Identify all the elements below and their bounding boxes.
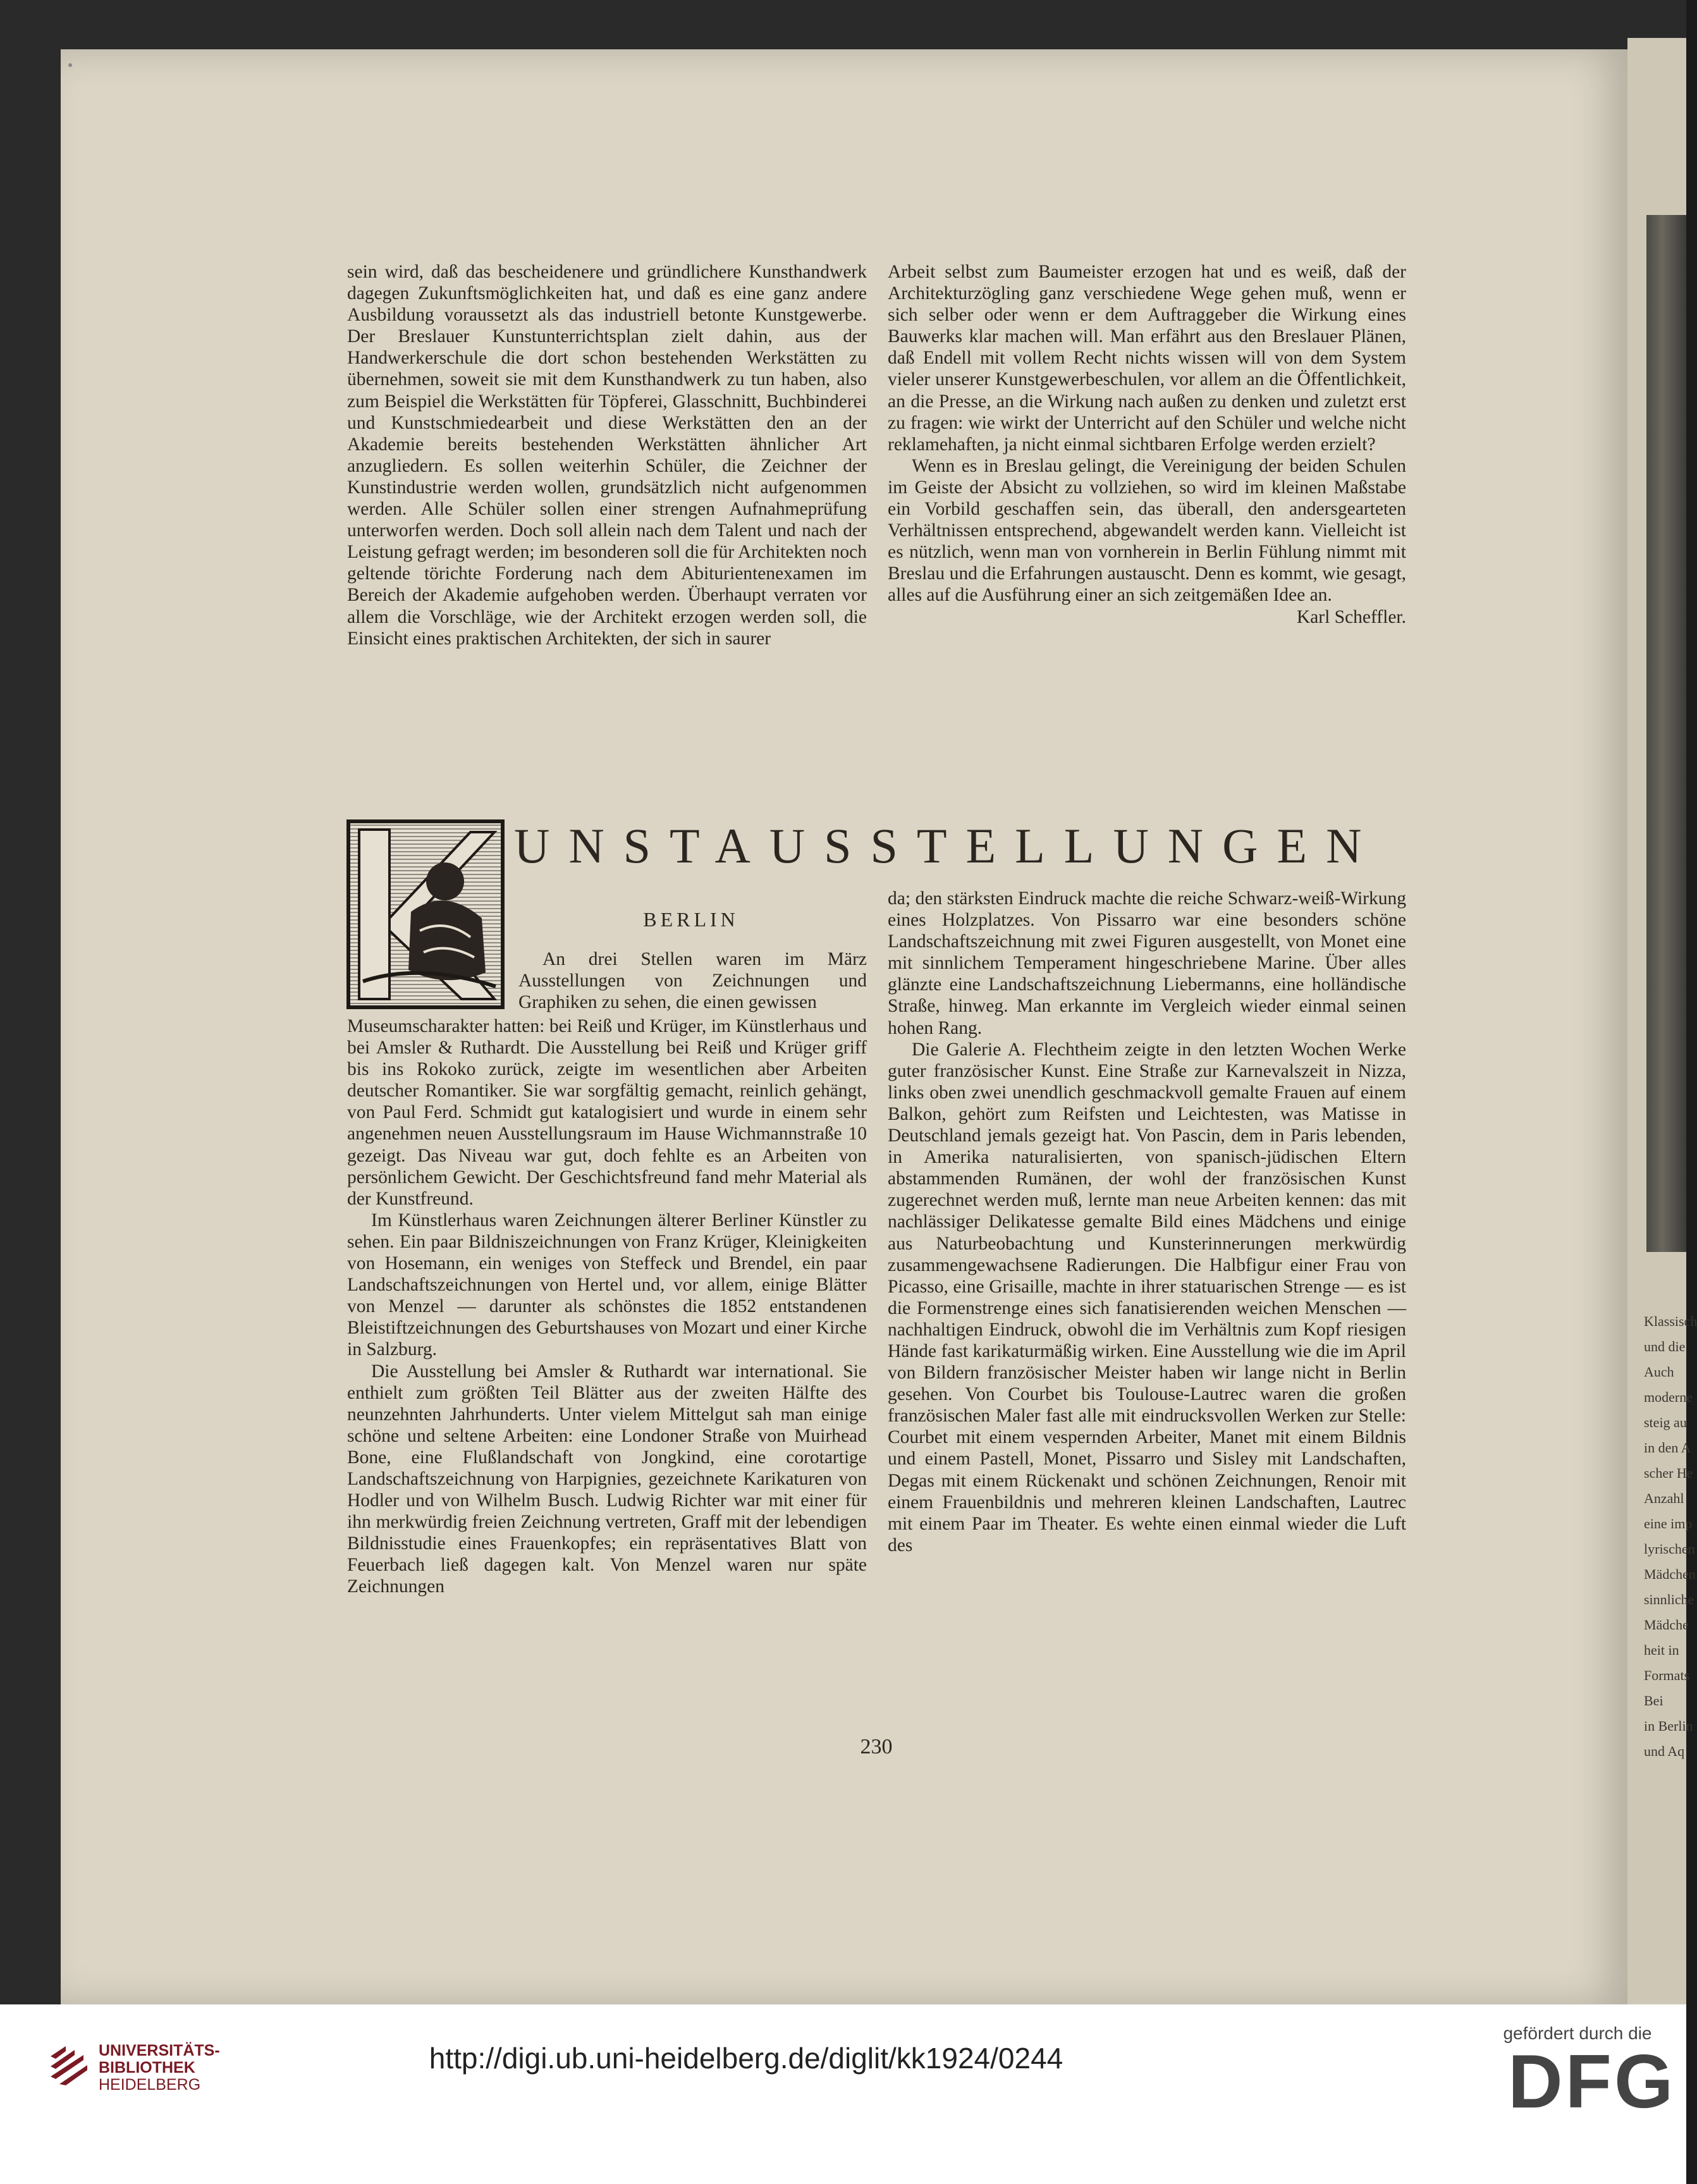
opposite-page-edge xyxy=(1627,38,1697,2004)
paragraph: An drei Stellen waren im März Ausstellungen von Zeichnungen und Graphiken zu sehen, die einen gewissen xyxy=(518,949,867,1013)
university-library-logo-icon[interactable] xyxy=(47,2044,91,2088)
paragraph: Arbeit selbst zum Baumeister erzogen hat und es weiß, daß der Architekturzögling ganz verschiedene Wege gehen muß, wenn er sich selber oder wenn er dem Auftraggeber die Wirkung eines Bauwerks klar machen will. Man erfährt aus den Breslauer Plänen, daß Endell mit vollem Recht nichts wissen will von dem System vieler unserer Kunstgewerbeschulen, vor allem an die Öffentlichkeit, an die Presse, an die Wirkung nach außen zu denken und zuletzt erst zu fragen: wie wirkt der Unterricht auf den Schüler und welche nicht reklamehaften, ja nicht einmal sichtbaren Erfolge werden erzielt? xyxy=(888,262,1406,455)
section-subheading: BERLIN xyxy=(643,908,739,931)
author-signature: Karl Scheffler. xyxy=(1296,606,1406,627)
logo-line: HEIDELBERG xyxy=(99,2076,201,2094)
bottom-left-column-intro xyxy=(518,948,867,1013)
dfg-logo[interactable]: DFG xyxy=(1508,2039,1676,2124)
logo-line: BIBLIOTHEK xyxy=(99,2059,195,2077)
decorative-initial-k xyxy=(346,819,505,1009)
university-library-logo[interactable] xyxy=(99,2042,220,2094)
permalink-url[interactable]: http://digi.ub.uni-heidelberg.de/diglit/kk1924/0244 xyxy=(429,2042,1063,2075)
paragraph: sein wird, daß das bescheidenere und gründlichere Kunsthandwerk dagegen Zukunftsmöglichkeiten hat, und daß es eine ganz andere Ausbildung voraussetzt als das industriell betonte Kunstgewerbe. Der Breslauer Kunstunterrichtsplan zielt dahin, aus der Handwerkerschule die dort schon bestehenden Werkstätten zu übernehmen, soweit sie mit dem Kunsthandwerk zu tun haben, also zum Beispiel die Werkstätten für Töpferei, Glasschnitt, Buchbinderei und Kunstschmiedearbeit und diese Werkstätten den an der Akademie bereits bestehenden Werkstätten ähnlicher Art anzugliedern. Es sollen weiterhin Schüler, die Zeichner der Kunstindustrie werden wollen, grundsätzlich nicht aufgenommen werden. Alle Schüler sollen einer strengen Aufnahmeprüfung unterworfen werden. Doch soll allein nach dem Talent und nach der Leistung gefragt werden; im besonderen soll die für Architekten noch geltende törichte Forderung nach dem Abiturientenexamen im Bereich der Akademie aufgehoben werden. Überhaupt verraten vor allem die Vorschläge, wie der Architekt erzogen werden soll, die Einsicht eines praktischen Architekten, der sich in saurer xyxy=(347,262,867,649)
section-headline: UNSTAUSSTELLUNGEN xyxy=(514,818,1381,873)
paragraph: Im Künstlerhaus waren Zeichnungen älterer Berliner Künstler zu sehen. Ein paar Bildniszeichnungen von Franz Krüger, Kleinigkeiten von Hosemann, ein weniges von Steffeck und Brendel, ein paar Landschaftszeichnungen von Hertel und, vor allem, einige Blätter von Menzel — darunter als schönstes die 1852 entstandenen Bleistiftzeichnungen des Geburtshauses von Mozart und einer Kirche in Salzburg. xyxy=(347,1210,867,1360)
bottom-left-column xyxy=(347,1015,867,1598)
logo-line: UNIVERSITÄTS- xyxy=(99,2042,220,2059)
page-number: 230 xyxy=(860,1735,893,1758)
bottom-right-column xyxy=(888,888,1406,1556)
paragraph: Museumscharakter hatten: bei Reiß und Krüger, im Künstlerhaus und bei Amsler & Ruthardt. Die Ausstellung bei Reiß und Krüger griff bis ins Rokoko zurück, zeigte im wesentlichen aber Arbeiten deutscher Romantiker. Sie war sorgfältig gemacht, reinlich gehängt, von Paul Ferd. Schmidt gut katalogisiert und wurde in einem sehr angenehmen neuen Ausstellungsraum im Hause Wichmannstraße 10 gezeigt. Das Niveau war gut, doch fehlte es an Arbeiten von persönlichem Gewicht. Der Geschichtsfreund fand mehr Material als der Kunstfreund. xyxy=(347,1016,867,1209)
top-right-column xyxy=(888,261,1406,628)
funded-by-label: gefördert durch die xyxy=(1503,2023,1652,2043)
opposite-page-text: Klassisch und die Auch moderne steig au in den A scher He Anzahl eine imp lyrischen Mädchen sinnliche Mädche heit in Formats Bei in Berlin und Aq xyxy=(1644,1313,1697,1759)
scan-speck xyxy=(68,63,72,67)
top-left-column xyxy=(347,261,867,649)
footer-bar xyxy=(0,2004,1686,2184)
woodcut-initial-illustration xyxy=(350,823,501,1005)
paragraph: Wenn es in Breslau gelingt, die Vereinigung der beiden Schulen im Geiste der Absicht zu vollziehen, so wird im kleinen Maßstabe ein Vorbild geschaffen sein, das überall, den andersgearteten Verhältnissen entsprechend, abgewandelt werden kann. Vielleicht ist es nützlich, wenn man von vornherein in Berlin Fühlung nimmt mit Breslau und die Erfahrungen austauscht. Denn es kommt, wie gesagt, alles auf die Ausführung einer an sich zeitgemäßen Idee an. xyxy=(888,455,1406,606)
opposite-page-photo xyxy=(1646,215,1686,1252)
paragraph: da; den stärksten Eindruck machte die reiche Schwarz-weiß-Wirkung eines Holzplatzes. Von Pissarro war eine besonders schöne Landschaftszeichnung mit zwei Figuren ausgestellt, von Monet eine mit sinnlichem Temperament hingeschriebene Marine. Über alles glänzte eine Landschaftszeichnung Liebermanns, eine holländische Straße, hinweg. Man erkannte im Vergleich wieder einmal seinen hohen Rang. xyxy=(888,888,1406,1038)
paragraph: Die Ausstellung bei Amsler & Ruthardt war international. Sie enthielt zum größten Teil Blätter aus der zweiten Hälfte des neunzehnten Jahrhunderts. Unter vielem Mittelgut sah man einige schöne und seltene Arbeiten: eine Londoner Straße von Muirhead Bone, eine Flußlandschaft von Jongkind, eine corotartige Landschaftszeichnung von Harpignies, gezeichnete Karikaturen von Hodler und von Wilhelm Busch. Ludwig Richter war mit einer für ihn merkwürdig freien Zeichnung vertreten, Graff mit der lebendigen Bildnisstudie eines Frauenkopfes; ein repräsentatives Blatt von Feuerbach ließ dagegen kalt. Von Menzel waren nur späte Zeichnungen xyxy=(347,1361,867,1597)
paragraph: Die Galerie A. Flechtheim zeigte in den letzten Wochen Werke guter französischer Kunst. Eine Straße zur Karnevalszeit in Nizza, links oben zwei unendlich geschmackvoll gemalte Frauen auf einem Balkon, gehört zum Reifsten und Leichtesten, was Matisse in Deutschland jemals gezeigt hat. Von Pascin, dem in Paris lebenden, in Amerika naturalisierten, von spanisch-jüdischen Eltern abstammenden Rumänen, der wohl der französischen Kunst zugerechnet werden muß, lernte man neue Arbeiten kennen: das mit nachlässiger Delikatesse gemalte Bild eines Mädchens und einige aus Naturbeobachtung und Kunsterinnerungen merkwürdig zusammengewachsene Radierungen. Die Halbfigur einer Frau von Picasso, eine Grisaille, machte in ihrer statuarischen Strenge — es ist die Formenstrenge eines sich fanatisierenden weichen Menschen — nachhaltigen Eindruck, obwohl die im Verhältnis zum Kopf riesigen Hände fast karikaturmäßig wirken. Eine Ausstellung wie die im April von Bildern französischer Meister haben wir lange nicht in Berlin gesehen. Von Courbet bis Toulouse-Lautrec waren die großen französischen Maler fast alle mit eindrucksvollen Werken zur Stelle: Courbet mit einem vespernden Arbeiter, Manet mit einem Bildnis und einem Pastell, Monet, Pissarro und Sisley mit Landschaften, Degas mit einem Rückenakt und schönen Zeichnungen, Renoir mit einem Frauenbildnis und mehreren kleinen Landschaften, Lautrec mit einem Paar im Theater. Es wehte einen einmal wieder die Luft des xyxy=(888,1039,1406,1555)
